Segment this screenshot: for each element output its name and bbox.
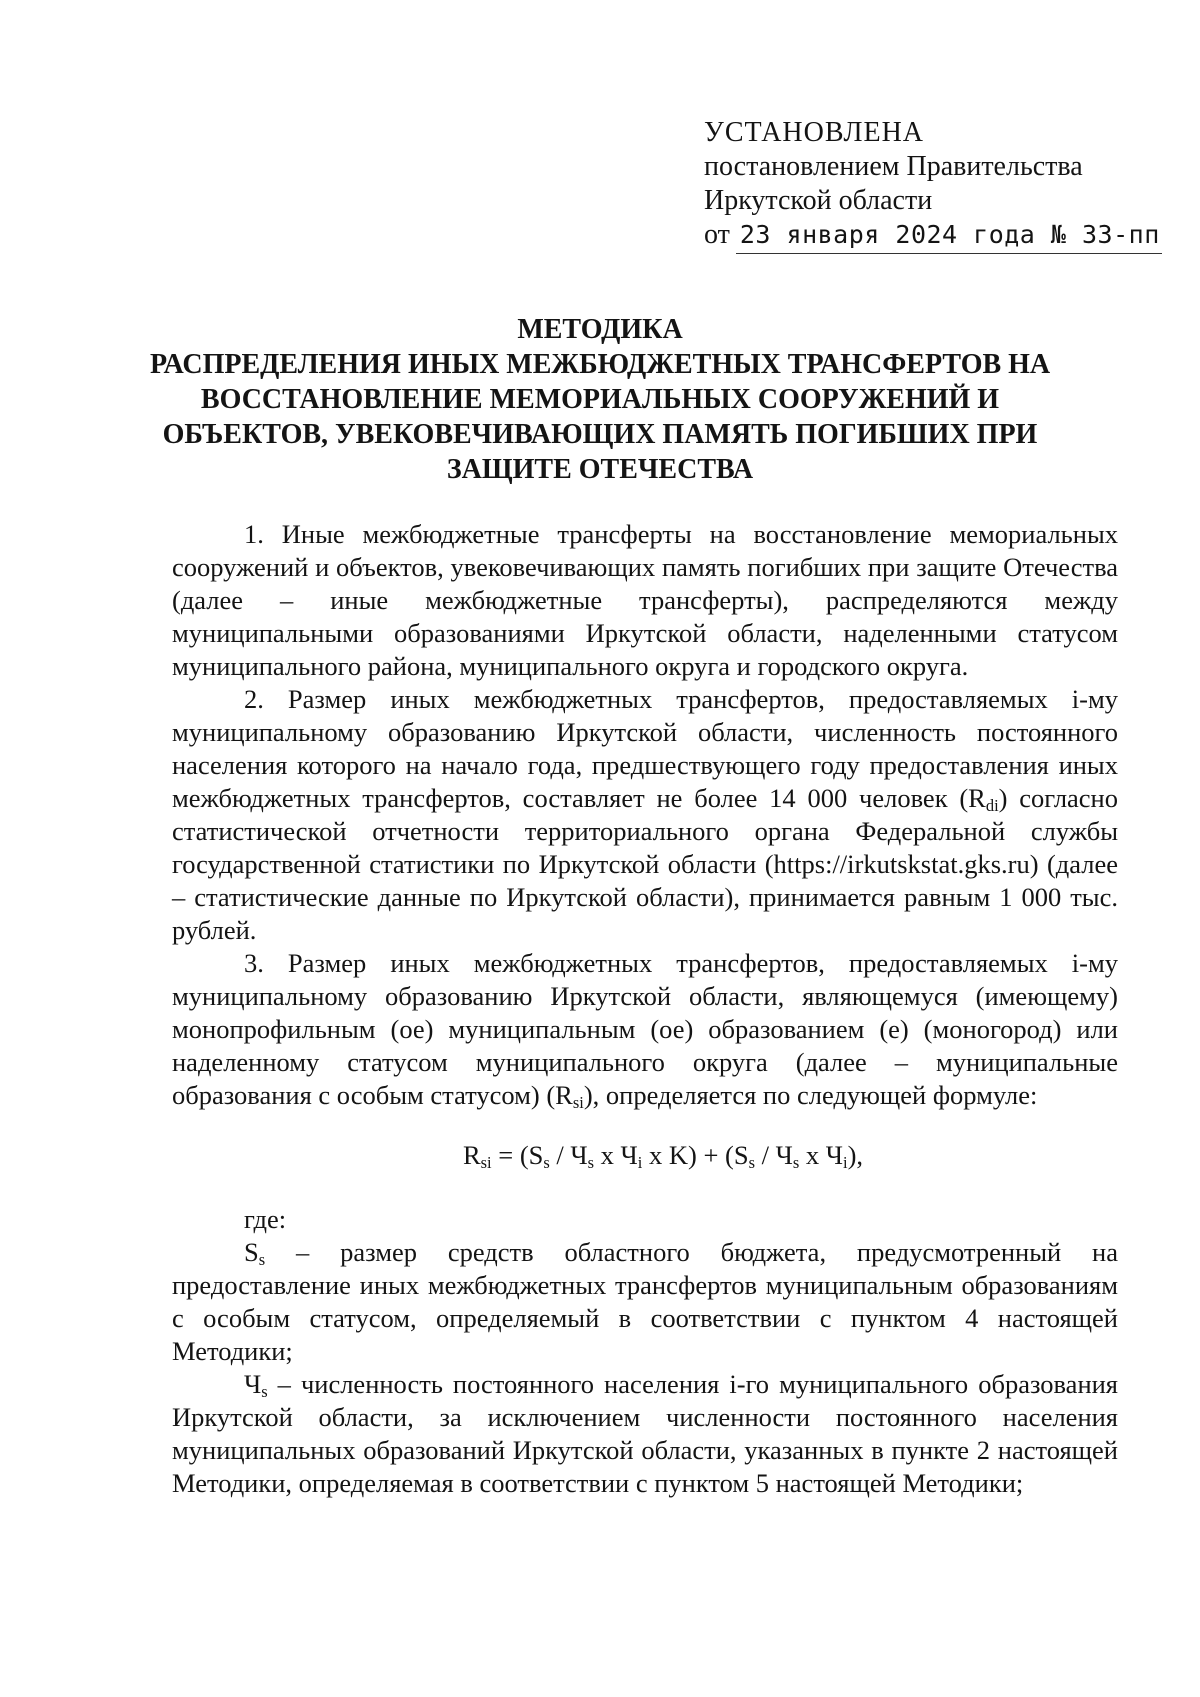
formula-part: x Ч <box>799 1140 843 1170</box>
title-line-1: МЕТОДИКА <box>517 314 683 345</box>
definition-s <box>172 1236 1118 1368</box>
paragraph-2-text-b: ) согласно статистической отчетности территориального органа Федеральной службы государственной статистики по Иркутской области (https://irkutskstat.gks.ru) (далее – статистические данные по Иркутской области), принимается равным 1 000 тыс. рублей. <box>172 783 1118 945</box>
approval-heading: УСТАНОВЛЕНА <box>704 117 925 148</box>
approval-date: 23 января 2024 года № 33-пп <box>736 218 1162 254</box>
definition-s-text: – размер средств областного бюджета, предусмотренный на предоставление иных межбюджетных трансфертов муниципальным образованиям с особым статусом, определяемый в соответствии с пунктом 4 настоящей Методики; <box>172 1237 1118 1366</box>
paragraph-3-text-a: 3. Размер иных межбюджетных трансфертов, предоставляемых i-му муниципальному образованию Иркутской области, являющемуся (имеющему) монопрофильным (ое) муниципальным (ое) образованием (е) (моногород) или наделенному статусом муниципального округа (далее – муниципальные образования с особым статусом) (R <box>172 948 1118 1110</box>
approval-line-1: постановлением Правительства <box>704 151 1083 182</box>
definition-ch-subscript: s <box>261 1382 268 1402</box>
formula-part: R <box>462 1140 481 1170</box>
formula-part: ), <box>847 1140 864 1170</box>
formula-part: x K) + (S <box>642 1140 749 1170</box>
definition-s-symbol: S <box>244 1237 259 1267</box>
title-line-5: ЗАЩИТЕ ОТЕЧЕСТВА <box>446 454 754 485</box>
formula-sub: i <box>842 1153 848 1173</box>
formula <box>208 1139 1118 1172</box>
formula-part: = (S <box>491 1140 544 1170</box>
approval-line-2: Иркутской области <box>704 185 933 216</box>
formula-sub: s <box>543 1153 550 1173</box>
approval-stamp <box>704 116 1174 254</box>
formula-part: x Ч <box>594 1140 638 1170</box>
formula-part: / Ч <box>755 1140 793 1170</box>
paragraph-3-subscript: si <box>572 1093 584 1113</box>
document-title <box>150 312 1050 487</box>
paragraph-2 <box>172 683 1118 947</box>
formula-sub: i <box>637 1153 643 1173</box>
paragraph-2-text-a: 2. Размер иных межбюджетных трансфертов, предоставляемых i-му муниципальному образованию Иркутской области, численность постоянного населения которого на начало года, предшествующего году предоставления иных межбюджетных трансфертов, составляет не более 14 000 человек (R <box>172 684 1118 813</box>
approval-date-row <box>704 218 1174 254</box>
definition-ch-text: – численность постоянного населения i-го муниципального образования Иркутской области, за исключением численности постоянного населения муниципальных образований Иркутской области, указанных в пункте 2 настоящей Методики, определяемая в соответствии с пунктом 5 настоящей Методики; <box>172 1369 1118 1498</box>
definition-ch-symbol: Ч <box>244 1369 262 1399</box>
paragraph-2-subscript: di <box>985 796 999 816</box>
title-line-4: ОБЪЕКТОВ, УВЕКОВЕЧИВАЮЩИХ ПАМЯТЬ ПОГИБШИХ ПРИ <box>162 419 1038 450</box>
paragraph-3-text-b: ), определяется по следующей формуле: <box>583 1080 1038 1110</box>
formula-sub: s <box>587 1153 595 1173</box>
where-label: где: <box>244 1204 287 1234</box>
document-body <box>172 518 1118 1500</box>
title-line-3: ВОССТАНОВЛЕНИЕ МЕМОРИАЛЬНЫХ СООРУЖЕНИЙ И <box>200 384 1000 415</box>
title-line-2: РАСПРЕДЕЛЕНИЯ ИНЫХ МЕЖБЮДЖЕТНЫХ ТРАНСФЕРТОВ НА <box>150 349 1051 380</box>
definition-s-subscript: s <box>258 1250 266 1270</box>
paragraph-1: 1. Иные межбюджетные трансферты на восстановление мемориальных сооружений и объектов, увековечивающих память погибших при защите Отечества (далее – иные межбюджетные трансферты), распределяются между муниципальными образованиями Иркутской области, наделенными статусом муниципального района, муниципального округа и городского округа. <box>172 519 1118 681</box>
approval-date-prefix: от <box>704 219 730 250</box>
paragraph-3 <box>172 947 1118 1112</box>
formula-sub: si <box>480 1153 492 1173</box>
definition-ch <box>172 1368 1118 1500</box>
formula-part: / Ч <box>549 1140 588 1170</box>
formula-sub: s <box>792 1153 800 1173</box>
formula-sub: s <box>748 1153 755 1173</box>
